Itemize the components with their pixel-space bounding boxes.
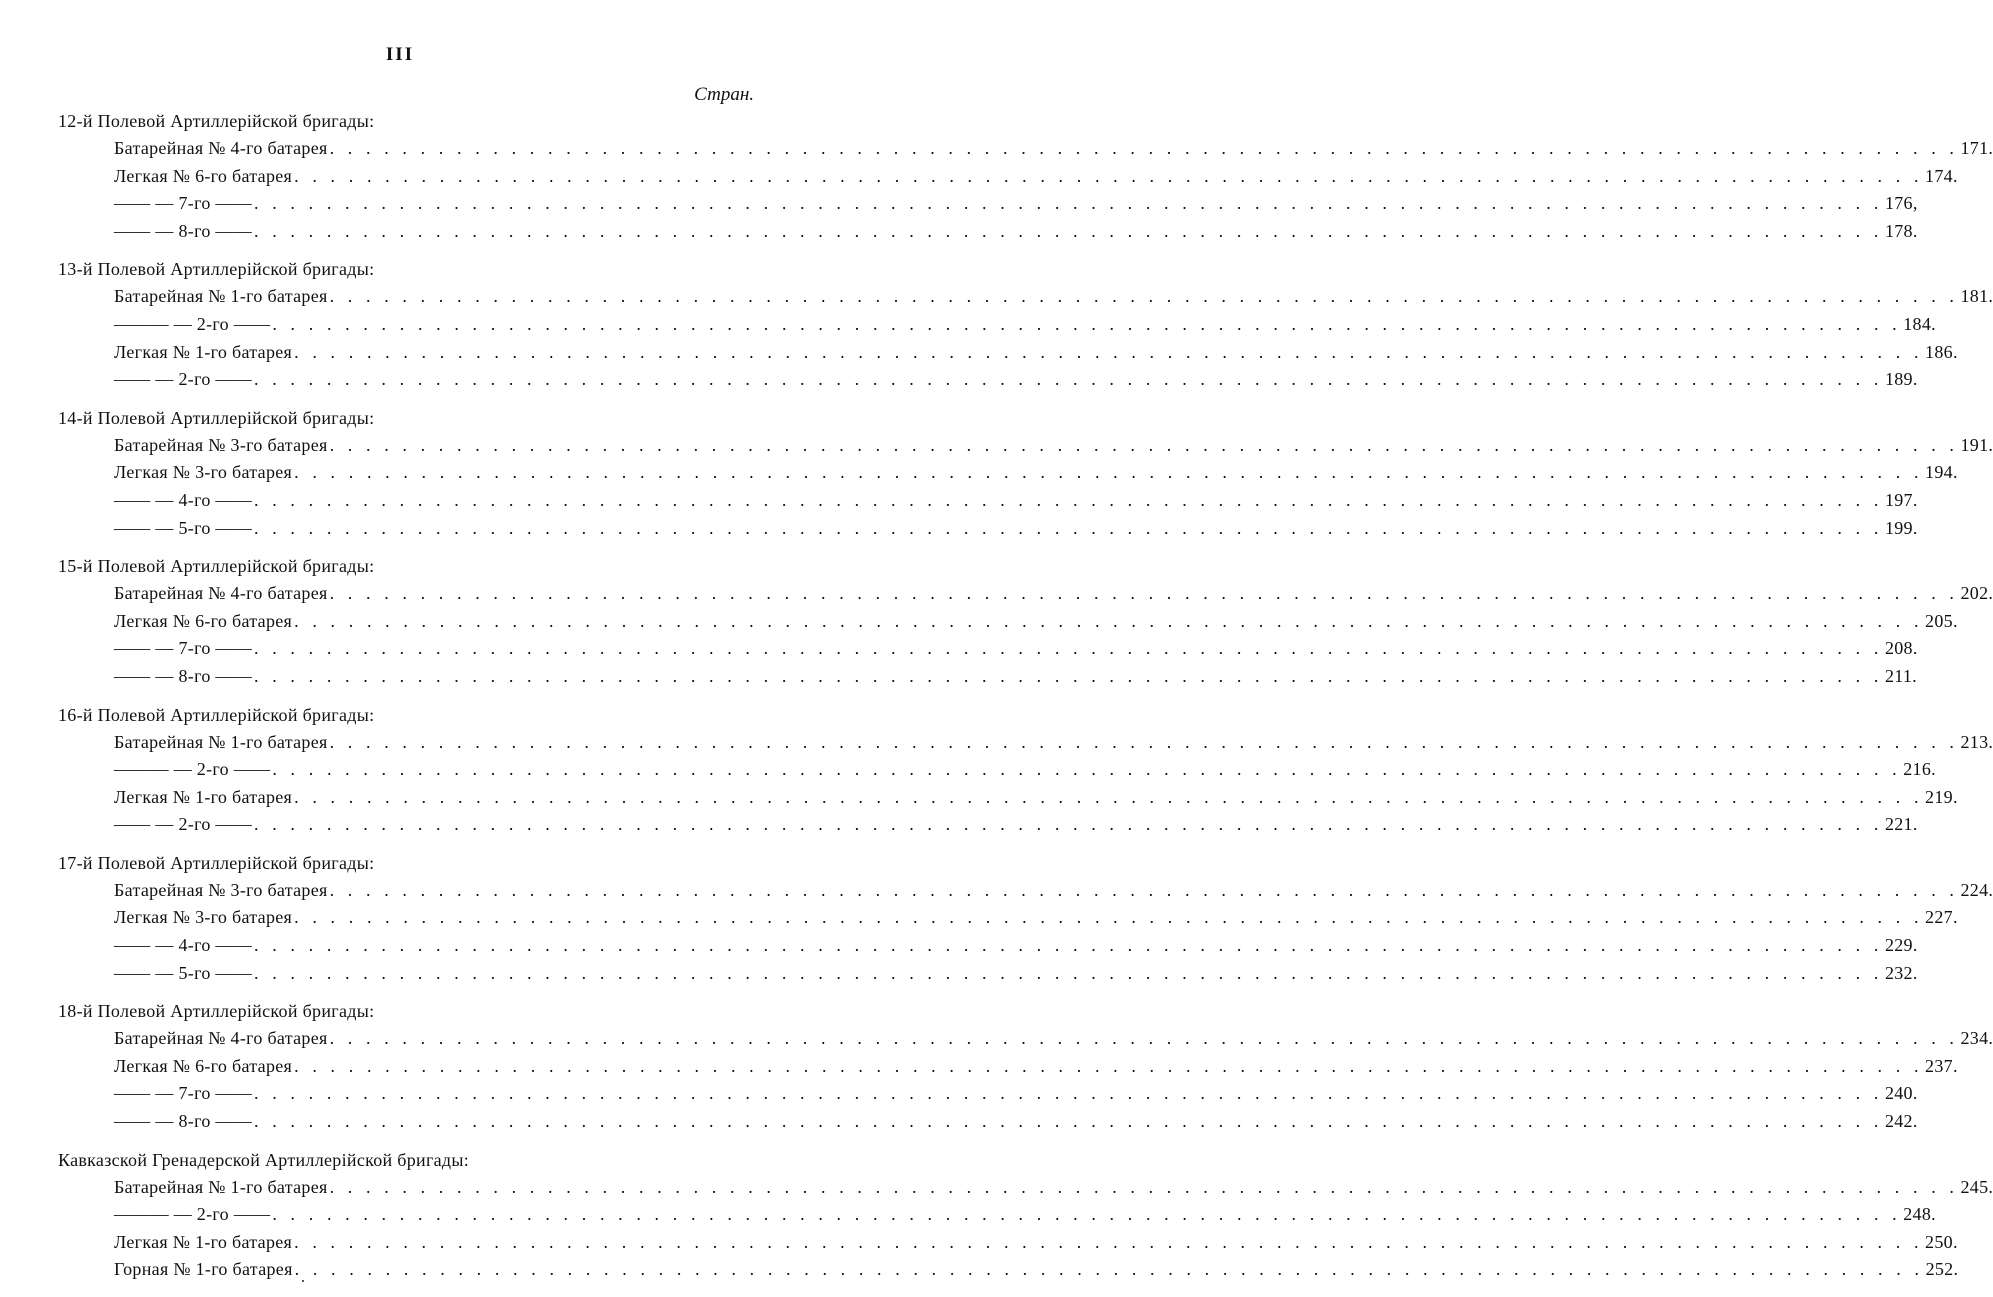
entry-page-number: 194. bbox=[1925, 462, 1958, 483]
toc-entry bbox=[114, 1256, 1959, 1284]
dot-leader: . . . . . . . . . . . . . . . . . . . . . . . . . . . . . . . . . . . . . . . . . . . . . . . . . . . . . . . . . . . . . . . . . . . . . . . . . . . . . . . . . . . . . . . . . . bbox=[294, 610, 1924, 631]
entry-page-number: 219. bbox=[1925, 786, 1958, 807]
page-column-header: Стран. bbox=[694, 84, 754, 105]
entry-page-number: 229. bbox=[1884, 935, 1918, 956]
entry-label: Батарейная № 1-го батарея bbox=[114, 731, 328, 752]
toc-section bbox=[0, 553, 1993, 690]
entry-label: ——— — 2-го —— bbox=[114, 313, 271, 334]
entry-page-number: 245. bbox=[1960, 1176, 1993, 1197]
section-title: 17-й Полевой Артиллерійской бригады: bbox=[58, 852, 375, 873]
toc-entry bbox=[114, 1053, 1958, 1081]
toc-entry bbox=[114, 608, 1958, 636]
dot-leader: . . . . . . . . . . . . . . . . . . . . . . . . . . . . . . . . . . . . . . . . . . . . . . . . . . . . . . . . . . . . . . . . . . . . . . . . . . . . . . . . . . . . . . . . . . bbox=[294, 462, 1924, 483]
dot-leader: . . . . . . . . . . . . . . . . . . . . . . . . . . . . . . . . . . . . . . . . . . . . . . . . . . . . . . . . . . . . . . . . . . . . . . . . . . . . . . . . . . . . . . . . . . bbox=[254, 665, 1883, 686]
dot-leader: . . . . . . . . . . . . . . . . . . . . . . . . . . . . . . . . . . . . . . . . . . . . . . . . . . . . . . . . . . . . . . . . . . . . . . . . . . . . . . . . . . . . . . . . . . bbox=[294, 1055, 1924, 1076]
dot-leader: . . . . . . . . . . . . . . . . . . . . . . . . . . . . . . . . . . . . . . . . . . . . . . . . . . . . . . . . . . . . . . . . . . . . . . . . . . . . . . . . . . . . . . . . . . bbox=[254, 962, 1883, 983]
section-title: 16-й Полевой Артиллерійской бригады: bbox=[58, 704, 375, 725]
entry-page-number: 176, bbox=[1884, 193, 1918, 214]
entry-page-number: 252. bbox=[1925, 1259, 1959, 1280]
section-title: 14-й Полевой Артиллерійской бригады: bbox=[58, 407, 375, 428]
dot-leader: . . . . . . . . . . . . . . . . . . . . . . . . . . . . . . . . . . . . . . . . . . . . . . . . . . . . . . . . . . . . . . . . . . . . . . . . . . . . . . . . . . . . . . . . . . bbox=[329, 1176, 1959, 1197]
toc-entry bbox=[114, 1229, 1958, 1257]
toc-entry bbox=[114, 663, 1917, 691]
toc-entry bbox=[114, 960, 1918, 988]
entry-page-number: 227. bbox=[1925, 907, 1958, 928]
toc-section bbox=[0, 1147, 1993, 1284]
entry-page-number: 224. bbox=[1960, 879, 1993, 900]
entry-page-number: 178. bbox=[1884, 220, 1918, 241]
entry-label: Легкая № 3-го батарея bbox=[114, 907, 293, 928]
dot-leader: . . . . . . . . . . . . . . . . . . . . . . . . . . . . . . . . . . . . . . . . . . . . . . . . . . . . . . . . . . . . . . . . . . . . . . . . . . . . . . . . . . . . . . . . . . bbox=[294, 341, 1924, 362]
entry-label: Легкая № 3-го батарея bbox=[114, 462, 293, 483]
toc-entry bbox=[114, 459, 1958, 487]
entry-label: Горная № 1-го батарея bbox=[114, 1259, 293, 1280]
toc-section bbox=[0, 702, 1993, 839]
entry-page-number: 174. bbox=[1925, 165, 1958, 186]
dot-leader: . . . . . . . . . . . . . . . . . . . . . . . . . . . . . . . . . . . . . . . . . . . . . . . . . . . . . . . . . . . . . . . . . . . . . . . . . . . . . . . . . . . . . . . . . . bbox=[254, 489, 1883, 510]
entry-label: —— — 2-го —— bbox=[114, 814, 253, 835]
toc-section bbox=[0, 998, 1993, 1135]
dot-leader: . . . . . . . . . . . . . . . . . . . . . . . . . . . . . . . . . . . . . . . . . . . . . . . . . . . . . . . . . . . . . . . . . . . . . . . . . . . . . . . . . . . . . . . . . . bbox=[254, 638, 1883, 659]
toc-section bbox=[0, 405, 1993, 542]
table-of-contents bbox=[0, 108, 1993, 1295]
entry-label: ——— — 2-го —— bbox=[114, 1204, 271, 1225]
entry-page-number: 202. bbox=[1960, 583, 1993, 604]
entry-label: Батарейная № 1-го батарея bbox=[114, 286, 328, 307]
dot-leader: . . . . . . . . . . . . . . . . . . . . . . . . . . . . . . . . . . . . . . . . . . . . . . . . . . . . . . . . . . . . . . . . . . . . . . . . . . . . . . . . . . . . . . . . . . bbox=[254, 1083, 1883, 1104]
section-title: 15-й Полевой Артиллерійской бригады: bbox=[58, 556, 375, 577]
entry-page-number: 191. bbox=[1960, 434, 1993, 455]
entry-label: Легкая № 6-го батарея bbox=[114, 1055, 293, 1076]
entry-page-number: 171. bbox=[1960, 138, 1993, 158]
toc-entry bbox=[114, 784, 1958, 812]
toc-entry bbox=[114, 218, 1918, 246]
dot-leader: . . . . . . . . . . . . . . . . . . . . . . . . . . . . . . . . . . . . . . . . . . . . . . . . . . . . . . . . . . . . . . . . . . . . . . . . . . . . . . . . . . . . . . . . . . bbox=[272, 313, 1902, 334]
entry-page-number: 242. bbox=[1884, 1111, 1918, 1132]
dot-leader: . . . . . . . . . . . . . . . . . . . . . . . . . . . . . . . . . . . . . . . . . . . . . . . . . . . . . . . . . . . . . . . . . . . . . . . . . . . . . . . . . . . . . . . . . . bbox=[329, 879, 1959, 900]
entry-label: —— — 8-го —— bbox=[114, 220, 253, 241]
entry-label: —— — 5-го —— bbox=[114, 962, 253, 983]
entry-label: Батарейная № 3-го батарея bbox=[114, 879, 328, 900]
entry-label: Батарейная № 1-го батарея bbox=[114, 1176, 328, 1197]
toc-entry bbox=[114, 135, 1993, 163]
dot-leader: . . . . . . . . . . . . . . . . . . . . . . . . . . . . . . . . . . . . . . . . . . . . . . . . . . . . . . . . . . . . . . . . . . . . . . . . . . . . . . . . . . . . . . . . . . bbox=[294, 1259, 1924, 1280]
section-title: 18-й Полевой Артиллерійской бригады: bbox=[58, 1001, 375, 1022]
entry-page-number: 197. bbox=[1884, 489, 1918, 510]
toc-section bbox=[0, 256, 1993, 393]
entry-page-number: 205. bbox=[1925, 610, 1958, 631]
entry-page-number: 211. bbox=[1884, 665, 1917, 686]
entry-label: —— — 7-го —— bbox=[114, 1083, 253, 1104]
toc-entry bbox=[114, 1108, 1918, 1136]
toc-entry bbox=[114, 163, 1958, 191]
entry-page-number: 221. bbox=[1884, 814, 1918, 835]
dot-leader: . . . . . . . . . . . . . . . . . . . . . . . . . . . . . . . . . . . . . . . . . . . . . . . . . . . . . . . . . . . . . . . . . . . . . . . . . . . . . . . . . . . . . . . . . . bbox=[254, 935, 1883, 956]
toc-entry bbox=[114, 580, 1993, 608]
entry-page-number: 234. bbox=[1960, 1028, 1993, 1049]
dot-leader: . . . . . . . . . . . . . . . . . . . . . . . . . . . . . . . . . . . . . . . . . . . . . . . . . . . . . . . . . . . . . . . . . . . . . . . . . . . . . . . . . . . . . . . . . . bbox=[294, 165, 1924, 186]
toc-entry bbox=[114, 311, 1936, 339]
dot-leader: . . . . . . . . . . . . . . . . . . . . . . . . . . . . . . . . . . . . . . . . . . . . . . . . . . . . . . . . . . . . . . . . . . . . . . . . . . . . . . . . . . . . . . . . . . bbox=[254, 814, 1883, 835]
dot-leader: . . . . . . . . . . . . . . . . . . . . . . . . . . . . . . . . . . . . . . . . . . . . . . . . . . . . . . . . . . . . . . . . . . . . . . . . . . . . . . . . . . . . . . . . . . bbox=[272, 1204, 1902, 1225]
entry-page-number: 184. bbox=[1903, 313, 1936, 334]
dot-leader: . . . . . . . . . . . . . . . . . . . . . . . . . . . . . . . . . . . . . . . . . . . . . . . . . . . . . . . . . . . . . . . . . . . . . . . . . . . . . . . . . . . . . . . . . . bbox=[329, 434, 1959, 455]
section-title: 13-й Полевой Артиллерійской бригады: bbox=[58, 259, 375, 280]
entry-page-number: 237. bbox=[1925, 1055, 1958, 1076]
dot-leader: . . . . . . . . . . . . . . . . . . . . . . . . . . . . . . . . . . . . . . . . . . . . . . . . . . . . . . . . . . . . . . . . . . . . . . . . . . . . . . . . . . . . . . . . . . bbox=[329, 138, 1959, 158]
toc-entry bbox=[114, 190, 1918, 218]
entry-label: Легкая № 1-го батарея bbox=[114, 1231, 293, 1252]
toc-entry bbox=[114, 756, 1936, 784]
toc-entry bbox=[114, 635, 1918, 663]
section-title: 12-й Полевой Артиллерійской бригады: bbox=[58, 111, 375, 131]
entry-label: —— — 5-го —— bbox=[114, 517, 253, 538]
dot-leader: . . . . . . . . . . . . . . . . . . . . . . . . . . . . . . . . . . . . . . . . . . . . . . . . . . . . . . . . . . . . . . . . . . . . . . . . . . . . . . . . . . . . . . . . . . bbox=[329, 286, 1959, 307]
entry-label: —— — 8-го —— bbox=[114, 1111, 253, 1132]
entry-page-number: 208. bbox=[1884, 638, 1918, 659]
dot-leader: . . . . . . . . . . . . . . . . . . . . . . . . . . . . . . . . . . . . . . . . . . . . . . . . . . . . . . . . . . . . . . . . . . . . . . . . . . . . . . . . . . . . . . . . . . bbox=[329, 731, 1959, 752]
entry-page-number: 216. bbox=[1903, 759, 1936, 780]
dot-leader: . . . . . . . . . . . . . . . . . . . . . . . . . . . . . . . . . . . . . . . . . . . . . . . . . . . . . . . . . . . . . . . . . . . . . . . . . . . . . . . . . . . . . . . . . . bbox=[254, 1111, 1883, 1132]
dot-leader: . . . . . . . . . . . . . . . . . . . . . . . . . . . . . . . . . . . . . . . . . . . . . . . . . . . . . . . . . . . . . . . . . . . . . . . . . . . . . . . . . . . . . . . . . . bbox=[329, 1028, 1959, 1049]
dot-leader: . . . . . . . . . . . . . . . . . . . . . . . . . . . . . . . . . . . . . . . . . . . . . . . . . . . . . . . . . . . . . . . . . . . . . . . . . . . . . . . . . . . . . . . . . . bbox=[294, 907, 1924, 928]
dot-leader: . . . . . . . . . . . . . . . . . . . . . . . . . . . . . . . . . . . . . . . . . . . . . . . . . . . . . . . . . . . . . . . . . . . . . . . . . . . . . . . . . . . . . . . . . . bbox=[294, 786, 1924, 807]
toc-entry bbox=[114, 1080, 1918, 1108]
dot-leader: . . . . . . . . . . . . . . . . . . . . . . . . . . . . . . . . . . . . . . . . . . . . . . . . . . . . . . . . . . . . . . . . . . . . . . . . . . . . . . . . . . . . . . . . . . bbox=[272, 759, 1902, 780]
entry-label: Легкая № 1-го батарея bbox=[114, 341, 293, 362]
entry-label: —— — 7-го —— bbox=[114, 638, 253, 659]
entry-page-number: 181. bbox=[1960, 286, 1993, 307]
entry-label: Батарейная № 4-го батарея bbox=[114, 583, 328, 604]
toc-entry bbox=[114, 366, 1918, 394]
entry-label: Легкая № 6-го батарея bbox=[114, 165, 293, 186]
entry-page-number: 189. bbox=[1884, 369, 1918, 390]
entry-label: Батарейная № 4-го батарея bbox=[114, 138, 328, 158]
entry-label: Батарейная № 4-го батарея bbox=[114, 1028, 328, 1049]
toc-entry bbox=[114, 432, 1993, 460]
toc-entry bbox=[114, 487, 1918, 515]
entry-label: —— — 4-го —— bbox=[114, 935, 253, 956]
entry-label: Батарейная № 3-го батарея bbox=[114, 434, 328, 455]
entry-page-number: 213. bbox=[1960, 731, 1993, 752]
page-number: III bbox=[385, 44, 415, 65]
entry-page-number: 248. bbox=[1903, 1204, 1936, 1225]
entry-label: Легкая № 6-го батарея bbox=[114, 610, 293, 631]
entry-page-number: 250. bbox=[1925, 1231, 1958, 1252]
toc-entry bbox=[114, 904, 1958, 932]
toc-section bbox=[0, 108, 1993, 245]
toc-entry bbox=[114, 932, 1918, 960]
dot-leader: . . . . . . . . . . . . . . . . . . . . . . . . . . . . . . . . . . . . . . . . . . . . . . . . . . . . . . . . . . . . . . . . . . . . . . . . . . . . . . . . . . . . . . . . . . bbox=[254, 369, 1883, 390]
section-title: Кавказской Гренадерской Артиллерійской бригады: bbox=[58, 1149, 470, 1170]
toc-entry bbox=[114, 877, 1993, 905]
entry-label: —— — 4-го —— bbox=[114, 489, 253, 510]
toc-section bbox=[0, 850, 1993, 987]
dot-leader: . . . . . . . . . . . . . . . . . . . . . . . . . . . . . . . . . . . . . . . . . . . . . . . . . . . . . . . . . . . . . . . . . . . . . . . . . . . . . . . . . . . . . . . . . . bbox=[254, 220, 1883, 241]
toc-entry bbox=[114, 1174, 1993, 1202]
toc-entry bbox=[114, 811, 1918, 839]
toc-entry bbox=[114, 729, 1993, 757]
toc-entry bbox=[114, 515, 1918, 543]
entry-page-number: 199. bbox=[1884, 517, 1918, 538]
entry-page-number: 240. bbox=[1884, 1083, 1918, 1104]
dot-leader: . . . . . . . . . . . . . . . . . . . . . . . . . . . . . . . . . . . . . . . . . . . . . . . . . . . . . . . . . . . . . . . . . . . . . . . . . . . . . . . . . . . . . . . . . . bbox=[254, 193, 1883, 214]
page-speck bbox=[302, 1280, 304, 1282]
entry-label: —— — 2-го —— bbox=[114, 369, 253, 390]
toc-entry bbox=[114, 1201, 1936, 1229]
entry-page-number: 232. bbox=[1884, 962, 1918, 983]
toc-entry bbox=[114, 1025, 1993, 1053]
entry-label: Легкая № 1-го батарея bbox=[114, 786, 293, 807]
dot-leader: . . . . . . . . . . . . . . . . . . . . . . . . . . . . . . . . . . . . . . . . . . . . . . . . . . . . . . . . . . . . . . . . . . . . . . . . . . . . . . . . . . . . . . . . . . bbox=[329, 583, 1959, 604]
dot-leader: . . . . . . . . . . . . . . . . . . . . . . . . . . . . . . . . . . . . . . . . . . . . . . . . . . . . . . . . . . . . . . . . . . . . . . . . . . . . . . . . . . . . . . . . . . bbox=[254, 517, 1883, 538]
entry-label: ——— — 2-го —— bbox=[114, 759, 271, 780]
entry-label: —— — 8-го —— bbox=[114, 665, 253, 686]
entry-page-number: 186. bbox=[1925, 341, 1958, 362]
toc-entry bbox=[114, 283, 1993, 311]
toc-entry bbox=[114, 339, 1958, 367]
entry-label: —— — 7-го —— bbox=[114, 193, 253, 214]
dot-leader: . . . . . . . . . . . . . . . . . . . . . . . . . . . . . . . . . . . . . . . . . . . . . . . . . . . . . . . . . . . . . . . . . . . . . . . . . . . . . . . . . . . . . . . . . . bbox=[294, 1231, 1924, 1252]
